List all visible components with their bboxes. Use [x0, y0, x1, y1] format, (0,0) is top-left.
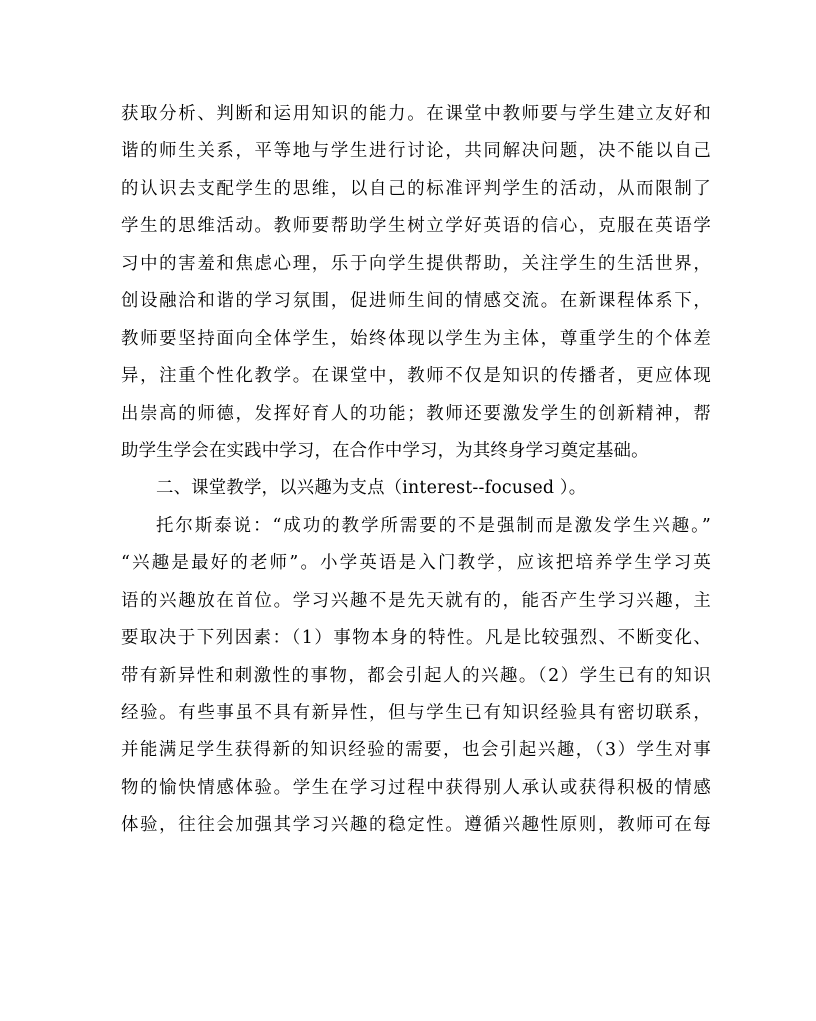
text-line: 异，注重个性化教学。在课堂中，教师不仅是知识的传播者，更应体现 — [121, 366, 711, 387]
body-text — [121, 96, 711, 845]
text-line: 语的兴趣放在首位。学习兴趣不是先天就有的，能否产生学习兴趣，主 — [121, 590, 711, 611]
text-line: 的认识去支配学生的思维，以自己的标准评判学生的活动，从而限制了 — [121, 178, 711, 199]
text-line: 经验。有些事虽不具有新异性，但与学生已有知识经验具有密切联系， — [121, 703, 711, 723]
text-line: 要取决于下列因素：（1）事物本身的特性。凡是比较强烈、不断变化、 — [121, 628, 711, 649]
text-line: 并能满足学生获得新的知识经验的需要，也会引起兴趣，（3）学生对事 — [121, 740, 711, 761]
text-line: 托尔斯泰说：“成功的教学所需要的不是强制而是激发学生兴趣。” — [156, 515, 711, 536]
text-line: 出崇高的师德，发挥好育人的功能；教师还要激发学生的创新精神，帮 — [121, 403, 711, 424]
text-line: 创设融洽和谐的学习氛围，促进师生间的情感交流。在新课程体系下， — [121, 291, 711, 312]
text-line: 谐的师生关系，平等地与学生进行讨论，共同解决问题，决不能以自己 — [121, 141, 711, 162]
section-heading: 二、课堂教学，以兴趣为支点（interest--focused ）。 — [156, 478, 587, 499]
text-line: 习中的害羞和焦虑心理，乐于向学生提供帮助，关注学生的生活世界， — [121, 253, 711, 274]
text-line: 教师要坚持面向全体学生，始终体现以学生为主体，尊重学生的个体差 — [121, 328, 711, 349]
text-line: 体验，往往会加强其学习兴趣的稳定性。遵循兴趣性原则，教师可在每 — [121, 815, 711, 836]
text-line: 带有新异性和刺激性的事物，都会引起人的兴趣。（2）学生已有的知识 — [121, 665, 711, 686]
text-line: 学生的思维活动。教师要帮助学生树立学好英语的信心，克服在英语学 — [121, 216, 711, 237]
text-line: 物的愉快情感体验。学生在学习过程中获得别人承认或获得积极的情感 — [121, 777, 711, 798]
text-line: 获取分析、判断和运用知识的能力。在课堂中教师要与学生建立友好和 — [121, 104, 711, 124]
text-line: “兴趣是最好的老师”。小学英语是入门教学，应该把培养学生学习英 — [121, 553, 711, 574]
text-line: 助学生学会在实践中学习，在合作中学习，为其终身学习奠定基础。 — [121, 440, 649, 461]
